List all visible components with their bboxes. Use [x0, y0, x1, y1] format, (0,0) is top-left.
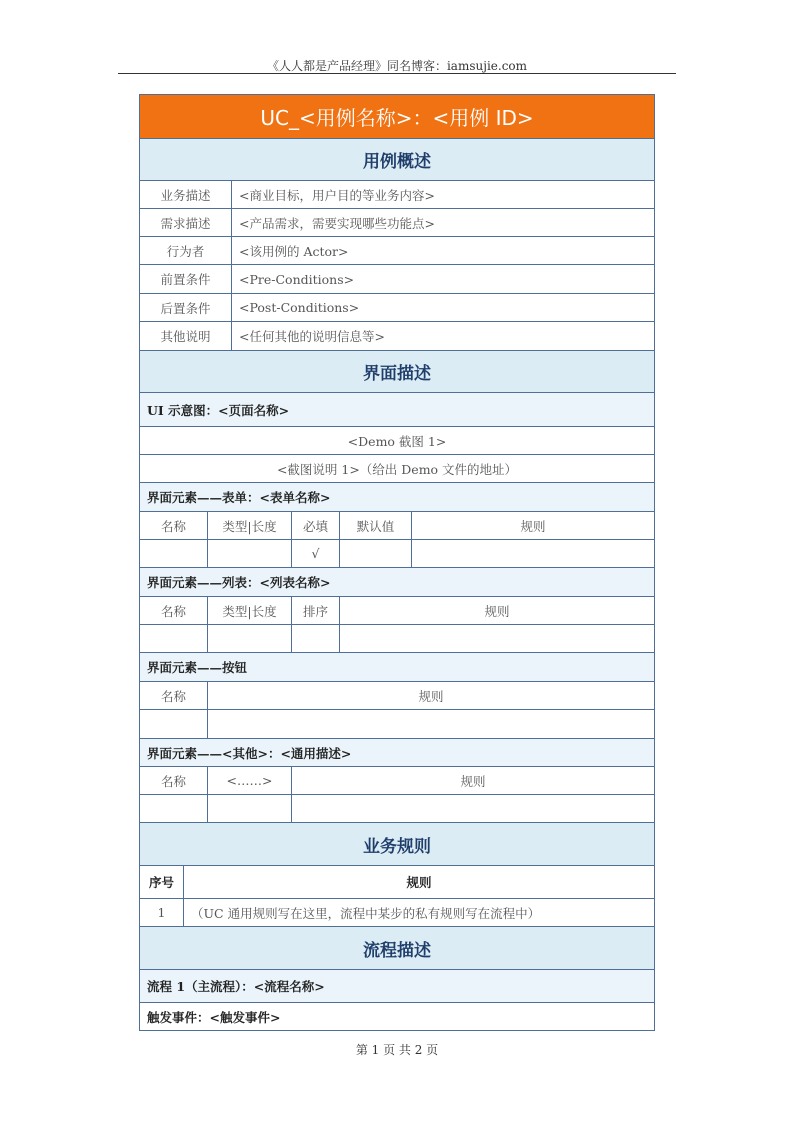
- overview-row: [140, 264, 654, 293]
- row-label: 需求描述: [160, 215, 211, 231]
- row-label: 前置条件: [160, 272, 211, 287]
- row-value: <Post-Conditions>: [231, 294, 654, 321]
- button-elements-title: 界面元素——按钮: [140, 653, 654, 681]
- section-flow: 流程描述: [140, 927, 654, 969]
- cell: [291, 625, 339, 652]
- overview-row: [140, 293, 654, 321]
- screenshot-caption: <截图说明 1>（给出 Demo 文件的地址）: [276, 461, 518, 477]
- col-header: 名称: [160, 688, 186, 704]
- cell: [207, 795, 291, 822]
- col-header: 默认值: [339, 512, 411, 539]
- col-header: 名称: [160, 518, 186, 534]
- use-case-title: UC_<用例名称>：<用例 ID>: [140, 95, 654, 138]
- required-check: √: [291, 540, 339, 567]
- other-header-row: [140, 766, 654, 794]
- col-header: 排序: [291, 597, 339, 624]
- col-header: 类型|长度: [207, 512, 291, 539]
- rule-text: （UC 通用规则写在这里，流程中某步的私有规则写在流程中）: [183, 899, 654, 926]
- col-header: 名称: [160, 773, 186, 789]
- col-header: 名称: [160, 603, 186, 619]
- list-header-row: [140, 596, 654, 624]
- overview-row: [140, 236, 654, 264]
- rules-header-row: [140, 865, 654, 898]
- section-ui: 界面描述: [140, 351, 654, 392]
- col-header: 必填: [291, 512, 339, 539]
- row-value: <商业目标，用户目的等业务内容>: [231, 181, 654, 208]
- col-header: 规则: [411, 512, 654, 539]
- cell: [207, 540, 291, 567]
- header-divider: [118, 73, 676, 74]
- row-label: 其他说明: [160, 329, 211, 344]
- use-case-table: [139, 94, 655, 1031]
- row-value: <任何其他的说明信息等>: [231, 322, 654, 350]
- page-header: 《人人都是产品经理》同名博客：iamsujie.com: [266, 59, 528, 73]
- section-business-rules: 业务规则: [140, 823, 654, 865]
- list-elements-title: 界面元素——列表：<列表名称>: [140, 568, 654, 596]
- overview-row: [140, 321, 654, 350]
- page-footer: 第 1 页 共 2 页: [355, 1043, 439, 1057]
- row-label: 行为者: [166, 243, 205, 259]
- col-header: <……>: [207, 767, 291, 794]
- cell: [339, 540, 411, 567]
- cell: [291, 795, 654, 822]
- button-row: [140, 709, 654, 738]
- row-value: <Pre-Conditions>: [231, 265, 654, 293]
- col-header: 规则: [207, 682, 654, 709]
- col-header: 类型|长度: [207, 597, 291, 624]
- other-elements-title: 界面元素——<其他>：<通用描述>: [140, 739, 654, 766]
- cell: [207, 625, 291, 652]
- demo-screenshot: <Demo 截图 1>: [347, 433, 447, 449]
- other-row: [140, 794, 654, 822]
- col-header: 序号: [148, 875, 174, 890]
- rule-number: 1: [157, 905, 166, 920]
- row-label: 业务描述: [160, 187, 211, 203]
- overview-row: [140, 180, 654, 208]
- cell: [339, 625, 654, 652]
- row-value: <产品需求，需要实现哪些功能点>: [231, 209, 654, 236]
- list-row: [140, 624, 654, 652]
- ui-diagram-title: UI 示意图：<页面名称>: [140, 393, 654, 426]
- col-header: 规则: [339, 597, 654, 624]
- col-header: 规则: [183, 866, 654, 898]
- rule-row: [140, 898, 654, 926]
- button-header-row: [140, 681, 654, 709]
- row-label: 后置条件: [160, 300, 211, 316]
- form-header-row: [140, 511, 654, 539]
- trigger-event: 触发事件：<触发事件>: [140, 1003, 654, 1030]
- col-header: 规则: [291, 767, 654, 794]
- row-value: <该用例的 Actor>: [231, 237, 654, 264]
- section-overview: 用例概述: [140, 139, 654, 180]
- cell: [411, 540, 654, 567]
- cell: [140, 795, 207, 822]
- flow-1-title: 流程 1（主流程）：<流程名称>: [140, 970, 654, 1002]
- cell: [207, 710, 654, 738]
- form-elements-title: 界面元素——表单：<表单名称>: [140, 483, 654, 511]
- cell: [140, 710, 207, 738]
- overview-row: [140, 208, 654, 236]
- form-row: [140, 539, 654, 567]
- cell: [140, 540, 207, 567]
- cell: [140, 625, 207, 652]
